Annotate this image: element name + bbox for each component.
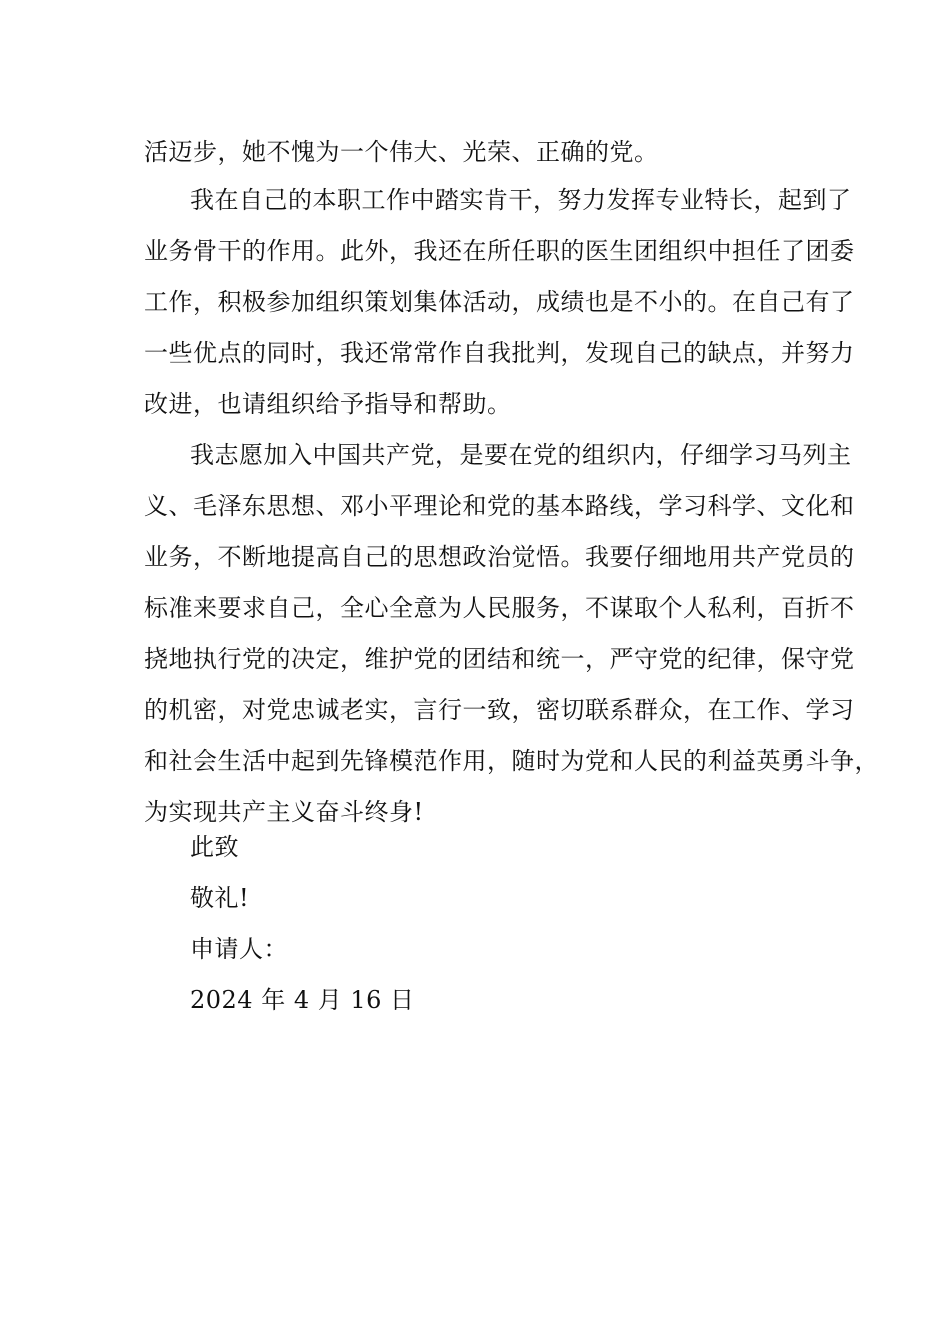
respect-closing: 敬礼!: [190, 884, 250, 912]
body-line: 义、毛泽东思想、邓小平理论和党的基本路线，学习科学、文化和: [144, 492, 855, 520]
body-line: 和社会生活中起到先锋模范作用，随时为党和人民的利益英勇斗争，: [144, 747, 879, 775]
body-line: 标准来要求自己，全心全意为人民服务，不谋取个人私利，百折不: [144, 594, 855, 622]
body-line: 一些优点的同时，我还常常作自我批判，发现自己的缺点，并努力: [144, 339, 855, 367]
applicant-label: 申请人：: [190, 935, 288, 963]
body-line: 的机密，对党忠诚老实，言行一致，密切联系群众，在工作、学习: [144, 696, 855, 724]
body-line: 改进，也请组织给予指导和帮助。: [144, 390, 512, 418]
paragraph-start-line: 我在自己的本职工作中踏实肯干，努力发挥专业特长，起到了: [190, 186, 852, 214]
paragraph-start-line: 我志愿加入中国共产党，是要在党的组织内，仔细学习马列主: [190, 441, 852, 469]
body-line: 为实现共产主义奋斗终身!: [144, 798, 424, 826]
body-line: 挠地执行党的决定，维护党的团结和统一，严守党的纪律，保守党: [144, 645, 855, 673]
salutation: 此致: [190, 833, 239, 861]
body-line: 工作，积极参加组织策划集体活动，成绩也是不小的。在自己有了: [144, 288, 855, 316]
body-line: 活迈步，她不愧为一个伟大、光荣、正确的党。: [144, 138, 659, 166]
application-date: 2024 年 4 月 16 日: [190, 986, 415, 1014]
body-line: 业务骨干的作用。此外，我还在所任职的医生团组织中担任了团委: [144, 237, 855, 265]
body-line: 业务，不断地提高自己的思想政治觉悟。我要仔细地用共产党员的: [144, 543, 855, 571]
